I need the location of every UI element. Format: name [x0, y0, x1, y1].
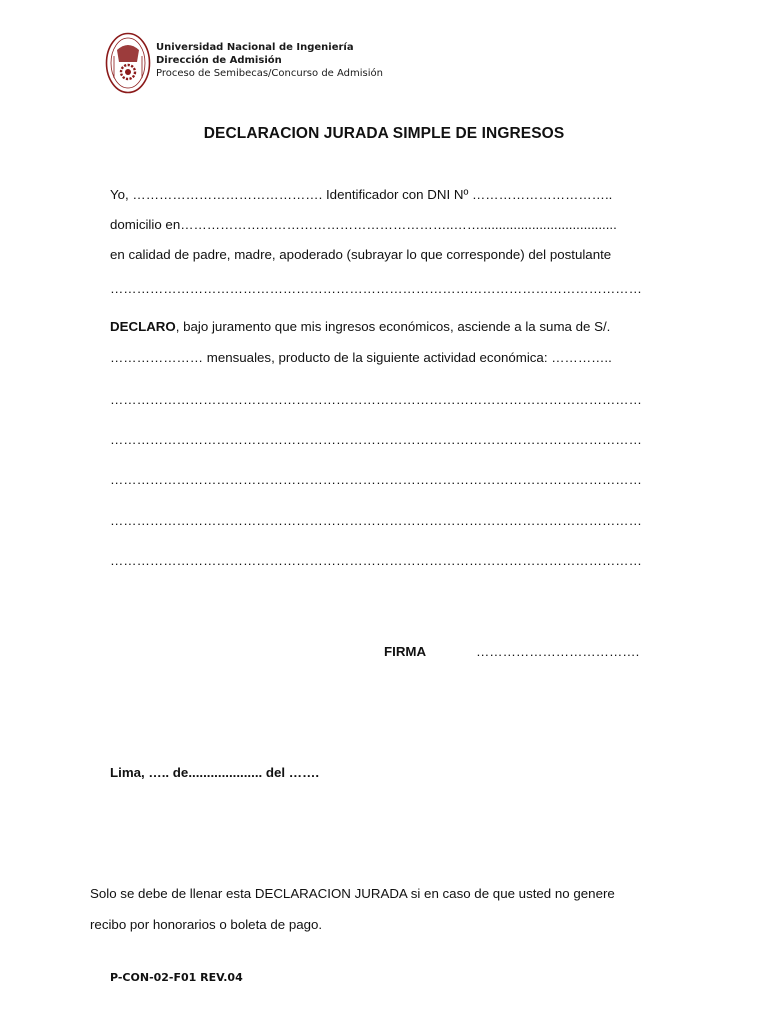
blank-line: ………………………………………………………………………………………………………… — [110, 513, 642, 528]
income-activity-line: ………………… mensuales, producto de la siguiente actividad económica: ………….. — [110, 350, 612, 365]
form-code: P-CON-02-F01 REV.04 — [110, 971, 243, 984]
signature-line: ………………………………. — [476, 644, 640, 659]
blank-line: ………………………………………………………………………………………………………… — [110, 472, 642, 487]
blank-line: ………………………………………………………………………………………………………… — [110, 553, 642, 568]
place-date-line: Lima, ….. de.................... del ……. — [110, 765, 320, 780]
instruction-note-line1: Solo se debe de llenar esta DECLARACION JURADA si en caso de que usted no genere — [90, 886, 615, 901]
name-dni-line: Yo, ……………………………………. Identificador con DNI Nº ………………………….. — [110, 187, 613, 202]
document-header — [105, 32, 525, 98]
document-title: DECLARACION JURADA SIMPLE DE INGRESOS — [203, 125, 565, 142]
university-name: Universidad Nacional de Ingeniería — [156, 42, 354, 53]
address-line: domicilio en……………………………………………………..……..................................... — [110, 217, 617, 232]
blank-line: ………………………………………………………………………………………………………… — [110, 392, 642, 407]
process-name: Proceso de Semibecas/Concurso de Admisión — [156, 68, 383, 79]
institution-block — [156, 41, 383, 80]
office-name: Dirección de Admisión — [156, 55, 282, 66]
applicant-name-line: ………………………………………………………………………………………………………… — [110, 281, 642, 296]
blank-line: ………………………………………………………………………………………………………… — [110, 432, 642, 447]
instruction-note-line2: recibo por honorarios o boleta de pago. — [90, 917, 323, 932]
declaro-text: , bajo juramento que mis ingresos económicos, asciende a la suma de S/. — [175, 319, 611, 334]
declaro-keyword: DECLARO — [110, 319, 176, 334]
signature-label: FIRMA — [384, 644, 427, 659]
declaration-line — [110, 319, 610, 334]
relationship-line: en calidad de padre, madre, apoderado (subrayar lo que corresponde) del postulante — [110, 247, 612, 262]
uni-seal-logo — [105, 32, 151, 94]
